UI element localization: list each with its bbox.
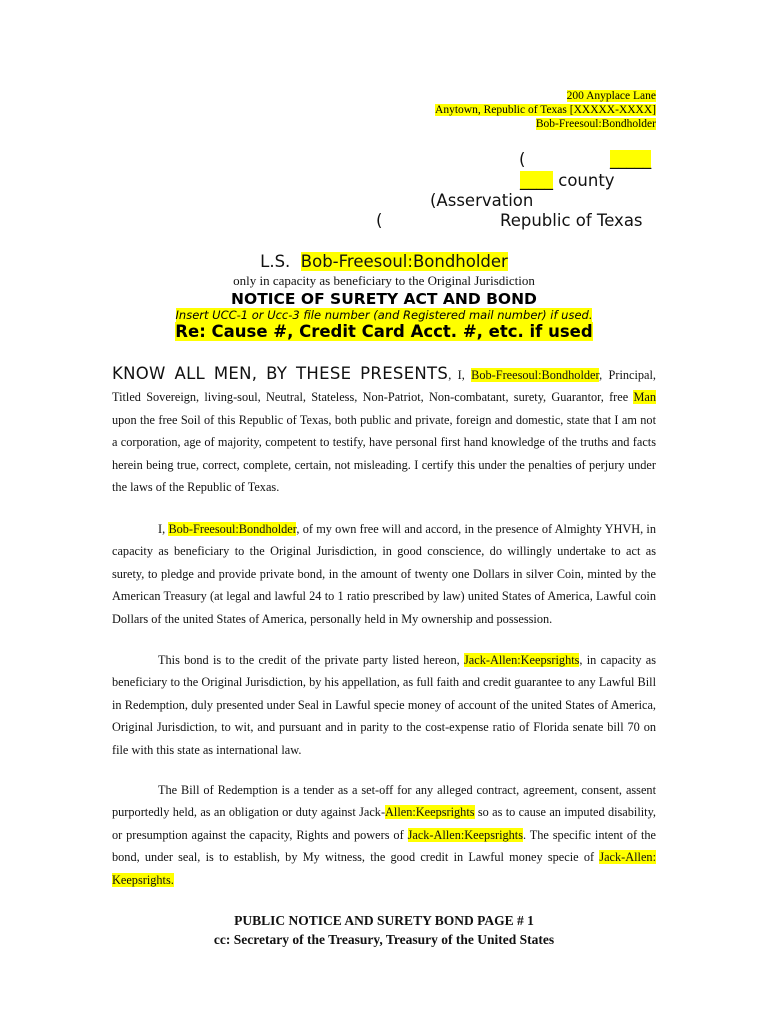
paragraph-1-heading: KNOW ALL MEN, BY THESE PRESENTS <box>112 364 449 383</box>
venue-county-line <box>520 171 615 190</box>
insert-note-line <box>0 308 768 322</box>
ls-line <box>0 252 768 271</box>
venue-paren-1: ( <box>519 150 526 169</box>
paragraph-3 <box>112 649 656 761</box>
venue-paren-2: ( <box>376 211 383 230</box>
paragraph-1 <box>112 363 656 498</box>
footer-page-title: PUBLIC NOTICE AND SURETY BOND PAGE # 1 <box>234 913 534 928</box>
capacity-line: only in capacity as beneficiary to the Original Jurisdiction <box>233 273 535 288</box>
address-street: 200 Anyplace Lane <box>566 90 656 102</box>
venue-republic: Republic of Texas <box>500 211 643 230</box>
footer-cc-line: cc: Secretary of the Treasury, Treasury of the United States <box>213 932 555 947</box>
paragraph-2-text-b: , of my own free will and accord, in the presence of Almighty YHVH, in capacity as beneficiary to the Original Jurisdiction, in good conscience, do willingly undertake to act as surety, to pledge and provide private bond, in the amount of twenty one Dollars in silver Coin, minted by the American Treasury (at legal and lawful 24 to 1 ratio prescribed by law) united States of America, Lawful coin Dollars of the united States of America, personally held in My ownership and possession. <box>112 522 656 626</box>
paragraph-2-text-a: I, <box>158 522 169 536</box>
paragraph-1-text-a: , I, <box>448 368 472 382</box>
re-line <box>0 322 768 341</box>
paragraph-4-name-part: Allen:Keepsrights <box>385 805 475 820</box>
paragraph-1-name: Bob-Freesoul:Bondholder <box>471 368 600 382</box>
paragraph-2-name: Bob-Freesoul:Bondholder <box>168 522 297 536</box>
venue-blank-2: ____ <box>520 171 553 190</box>
venue-blank-1: _____ <box>610 150 652 169</box>
paragraph-1-text-c: upon the free Soil of this Republic of Texas, both public and private, foreign and domestic, state that I am not a corporation, age of majority, competent to testify, have personal first hand knowledge of the truths and facts herein being true, correct, complete, certain, not misleading. I certify this under the penalties of perjury under the laws of the Republic of Texas. <box>112 412 656 495</box>
paragraph-4-text-a: The Bill of Redemption is a tender as a set-off for any alleged contract, agreement, consent, assent purportedly held, as an obligation or duty against Jack- <box>112 783 656 820</box>
insert-note: Insert UCC-1 or Ucc-3 file number (and Registered mail number) if used. <box>175 308 593 322</box>
paragraph-4-text-b: so as to cause an imputed disability, or presumption against the capacity, Rights and powers of <box>112 805 657 842</box>
ls-name: Bob-Freesoul:Bondholder <box>300 252 508 271</box>
paragraph-4-name: Jack-Allen:Keepsrights <box>407 827 523 842</box>
paragraph-3-name: Jack-Allen:Keepsrights <box>464 653 580 667</box>
re-text: Re: Cause #, Credit Card Acct. #, etc. if used <box>175 322 593 341</box>
paragraph-4-text-c: . The specific intent of the bond, under seal, is to establish, by My witness, the good credit in Lawful money specie of <box>112 827 656 865</box>
ls-prefix: L.S. <box>260 252 291 271</box>
paragraph-4 <box>112 779 656 891</box>
address-name: Bob-Freesoul:Bondholder <box>535 118 656 130</box>
venue-asservation: (Asservation <box>430 191 534 210</box>
paragraph-3-text-a: This bond is to the credit of the private party listed hereon, <box>158 653 464 667</box>
paragraph-1-man: Man <box>633 390 656 405</box>
paragraph-3-text-b: , in capacity as beneficiary to the Original Jurisdiction, by his appellation, as full faith and credit guarantee to any Lawful Bill in Redemption, duly presented under Seal in Lawful specie money of account of the united States of America, Original Jurisdiction, to wit, and pursuant and in parity to the cost-expense ratio of Florida senate bill 70 on file with this state as international law. <box>112 653 656 757</box>
paragraph-4-name-end: Jack-Allen: Keepsrights. <box>112 850 656 887</box>
address-city: Anytown, Republic of Texas [XXXXX-XXXX] <box>435 104 656 116</box>
paragraph-1-text-b: , Principal, Titled Sovereign, living-soul, Neutral, Stateless, Non-Patriot, Non-combatant, surety, Guarantor, free <box>112 368 656 405</box>
paragraph-2 <box>112 518 656 630</box>
venue-county-label: county <box>553 171 615 190</box>
notice-title: NOTICE OF SURETY ACT AND BOND <box>231 290 537 308</box>
